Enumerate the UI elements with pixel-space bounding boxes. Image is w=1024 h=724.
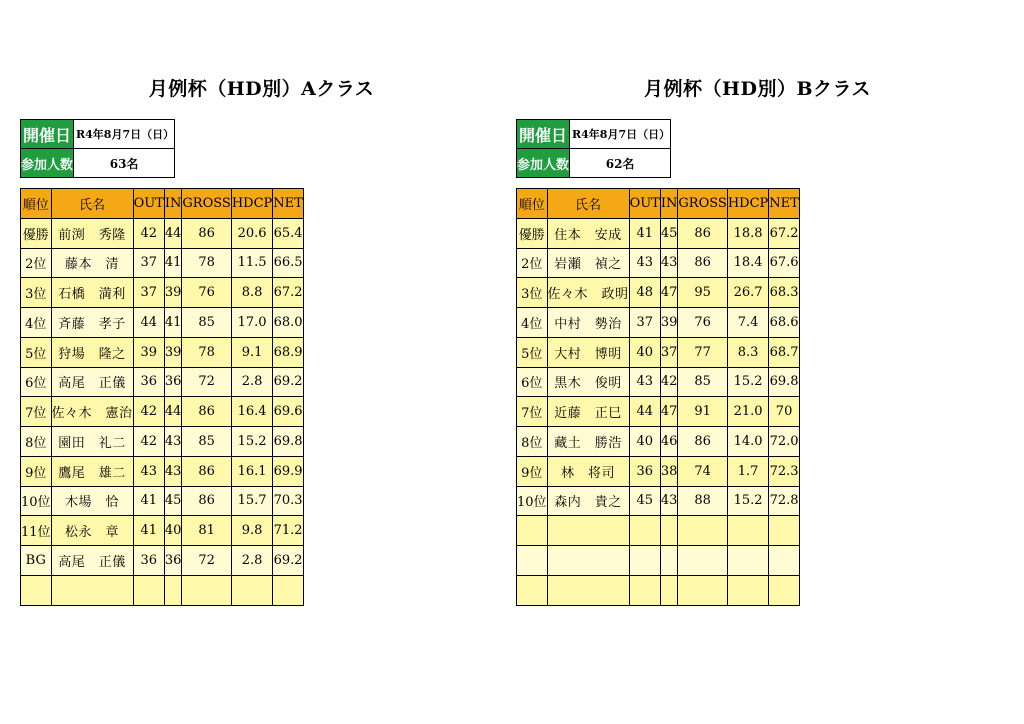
- table-row: [517, 278, 800, 308]
- in-cell: 41: [164, 248, 182, 278]
- out-cell: [133, 575, 164, 605]
- date-value: R4年8月7日（日）: [74, 120, 175, 149]
- rank-cell: 11位: [21, 516, 52, 546]
- gross-cell: 86: [678, 218, 727, 248]
- table-row: [21, 516, 304, 546]
- out-cell: 45: [629, 486, 660, 516]
- in-header: IN: [660, 189, 678, 219]
- rank-cell: 3位: [21, 278, 52, 308]
- rank-cell: 6位: [517, 367, 548, 397]
- out-cell: 41: [133, 486, 164, 516]
- out-cell: 36: [133, 546, 164, 576]
- hdcp-cell: 16.1: [231, 456, 272, 486]
- hdcp-cell: 8.8: [231, 278, 272, 308]
- class-b-results-table: [516, 188, 800, 606]
- rank-cell: 10位: [21, 486, 52, 516]
- class-a-title: 月例杯（HD別）Aクラス: [148, 78, 375, 100]
- name-cell: 前渕 秀隆: [51, 218, 133, 248]
- net-cell: 68.9: [273, 337, 304, 367]
- gross-cell: 78: [182, 337, 231, 367]
- out-cell: 40: [629, 337, 660, 367]
- name-cell: [547, 546, 629, 576]
- gross-cell: 85: [678, 367, 727, 397]
- in-cell: 43: [164, 456, 182, 486]
- net-cell: 69.2: [273, 367, 304, 397]
- net-cell: 68.0: [273, 308, 304, 338]
- table-row: [517, 308, 800, 338]
- table-row: [21, 308, 304, 338]
- table-row: [21, 397, 304, 427]
- net-cell: [769, 516, 800, 546]
- net-cell: 72.3: [769, 456, 800, 486]
- in-cell: 44: [164, 397, 182, 427]
- net-cell: 69.6: [273, 397, 304, 427]
- in-cell: 46: [660, 427, 678, 457]
- in-cell: 41: [164, 308, 182, 338]
- net-cell: 68.7: [769, 337, 800, 367]
- gross-cell: 85: [182, 427, 231, 457]
- in-cell: 39: [164, 278, 182, 308]
- in-cell: 36: [164, 367, 182, 397]
- rank-cell: [517, 516, 548, 546]
- out-cell: 37: [133, 248, 164, 278]
- name-cell: 高尾 正儀: [51, 367, 133, 397]
- out-cell: [629, 575, 660, 605]
- out-cell: 42: [133, 427, 164, 457]
- gross-cell: 78: [182, 248, 231, 278]
- net-cell: [769, 546, 800, 576]
- class-b-title: 月例杯（HD別）Bクラス: [644, 78, 871, 100]
- out-cell: 41: [629, 218, 660, 248]
- header-row: [517, 189, 800, 219]
- gross-cell: [678, 516, 727, 546]
- out-cell: 41: [133, 516, 164, 546]
- in-cell: 43: [660, 486, 678, 516]
- rank-cell: 5位: [517, 337, 548, 367]
- gross-cell: 77: [678, 337, 727, 367]
- net-cell: 69.8: [769, 367, 800, 397]
- out-cell: 40: [629, 427, 660, 457]
- table-row: [517, 337, 800, 367]
- rank-cell: 優勝: [517, 218, 548, 248]
- in-cell: [164, 575, 182, 605]
- out-cell: 39: [133, 337, 164, 367]
- header-row: [21, 189, 304, 219]
- net-cell: 70.3: [273, 486, 304, 516]
- hdcp-cell: 17.0: [231, 308, 272, 338]
- gross-cell: 86: [182, 486, 231, 516]
- hdcp-cell: 26.7: [727, 278, 768, 308]
- in-cell: 39: [660, 308, 678, 338]
- in-cell: 45: [660, 218, 678, 248]
- table-row: [517, 546, 800, 576]
- name-cell: 佐々木 政明: [547, 278, 629, 308]
- in-cell: 45: [164, 486, 182, 516]
- gross-cell: 86: [182, 397, 231, 427]
- gross-cell: 72: [182, 367, 231, 397]
- rank-cell: 8位: [21, 427, 52, 457]
- rank-header: 順位: [21, 189, 52, 219]
- name-cell: [547, 575, 629, 605]
- rank-header: 順位: [517, 189, 548, 219]
- net-header: NET: [273, 189, 304, 219]
- participant-count-value: 62名: [570, 149, 671, 178]
- table-row: [517, 516, 800, 546]
- gross-cell: 86: [182, 218, 231, 248]
- net-header: NET: [769, 189, 800, 219]
- gross-cell: 76: [182, 278, 231, 308]
- rank-cell: 6位: [21, 367, 52, 397]
- in-cell: 42: [660, 367, 678, 397]
- hdcp-cell: 7.4: [727, 308, 768, 338]
- net-cell: 68.6: [769, 308, 800, 338]
- rank-cell: 7位: [21, 397, 52, 427]
- out-cell: 44: [629, 397, 660, 427]
- in-cell: [660, 546, 678, 576]
- in-cell: [660, 575, 678, 605]
- hdcp-cell: [727, 546, 768, 576]
- in-cell: 40: [164, 516, 182, 546]
- gross-cell: [678, 546, 727, 576]
- table-row: [517, 486, 800, 516]
- name-cell: 斉藤 孝子: [51, 308, 133, 338]
- net-cell: [769, 575, 800, 605]
- net-cell: 67.6: [769, 248, 800, 278]
- name-header: 氏名: [51, 189, 133, 219]
- table-row: [517, 456, 800, 486]
- net-cell: 65.4: [273, 218, 304, 248]
- rank-cell: 9位: [517, 456, 548, 486]
- name-cell: 中村 勢治: [547, 308, 629, 338]
- hdcp-cell: 11.5: [231, 248, 272, 278]
- name-cell: 石橋 満利: [51, 278, 133, 308]
- gross-header: GROSS: [678, 189, 727, 219]
- name-cell: 木場 恰: [51, 486, 133, 516]
- table-row: [517, 427, 800, 457]
- hdcp-cell: 21.0: [727, 397, 768, 427]
- class-b-info-table: [516, 119, 671, 178]
- gross-cell: [182, 575, 231, 605]
- hdcp-cell: [727, 575, 768, 605]
- out-cell: 44: [133, 308, 164, 338]
- hdcp-cell: 15.2: [231, 427, 272, 457]
- gross-header: GROSS: [182, 189, 231, 219]
- name-cell: 住本 安成: [547, 218, 629, 248]
- name-cell: 大村 博明: [547, 337, 629, 367]
- hdcp-cell: 18.8: [727, 218, 768, 248]
- table-row: [21, 337, 304, 367]
- rank-cell: 4位: [21, 308, 52, 338]
- out-cell: 36: [133, 367, 164, 397]
- date-label: 開催日: [21, 120, 74, 149]
- table-row: [517, 367, 800, 397]
- name-cell: 鷹尾 雄二: [51, 456, 133, 486]
- name-header: 氏名: [547, 189, 629, 219]
- in-cell: 44: [164, 218, 182, 248]
- table-row: [21, 367, 304, 397]
- name-cell: 近藤 正巳: [547, 397, 629, 427]
- table-row: [21, 575, 304, 605]
- gross-cell: 95: [678, 278, 727, 308]
- hdcp-cell: 2.8: [231, 367, 272, 397]
- net-cell: 69.8: [273, 427, 304, 457]
- hdcp-cell: 9.8: [231, 516, 272, 546]
- in-cell: 39: [164, 337, 182, 367]
- table-row: [517, 248, 800, 278]
- participant-count-label: 参加人数: [21, 149, 74, 178]
- gross-cell: 91: [678, 397, 727, 427]
- net-cell: 69.2: [273, 546, 304, 576]
- table-row: [21, 278, 304, 308]
- gross-cell: [678, 575, 727, 605]
- in-cell: 43: [660, 248, 678, 278]
- out-header: OUT: [629, 189, 660, 219]
- rank-cell: 2位: [21, 248, 52, 278]
- rank-cell: BG: [21, 546, 52, 576]
- name-cell: 高尾 正儀: [51, 546, 133, 576]
- out-cell: 42: [133, 397, 164, 427]
- date-value: R4年8月7日（日）: [570, 120, 671, 149]
- gross-cell: 86: [182, 456, 231, 486]
- name-cell: 藏土 勝浩: [547, 427, 629, 457]
- participant-count-value: 63名: [74, 149, 175, 178]
- rank-cell: 10位: [517, 486, 548, 516]
- table-row: [517, 218, 800, 248]
- out-cell: 42: [133, 218, 164, 248]
- gross-cell: 86: [678, 427, 727, 457]
- out-cell: 43: [629, 367, 660, 397]
- name-cell: 藤本 清: [51, 248, 133, 278]
- hdcp-cell: 9.1: [231, 337, 272, 367]
- hdcp-cell: 1.7: [727, 456, 768, 486]
- rank-cell: [517, 575, 548, 605]
- table-row: [21, 218, 304, 248]
- gross-cell: 81: [182, 516, 231, 546]
- in-cell: 38: [660, 456, 678, 486]
- in-cell: 47: [660, 278, 678, 308]
- in-cell: 36: [164, 546, 182, 576]
- hdcp-cell: 16.4: [231, 397, 272, 427]
- net-cell: 67.2: [273, 278, 304, 308]
- table-row: [21, 248, 304, 278]
- rank-cell: 優勝: [21, 218, 52, 248]
- hdcp-cell: 15.7: [231, 486, 272, 516]
- out-cell: 37: [133, 278, 164, 308]
- hdcp-cell: [727, 516, 768, 546]
- name-cell: 松永 章: [51, 516, 133, 546]
- hdcp-cell: 8.3: [727, 337, 768, 367]
- name-cell: 森内 貴之: [547, 486, 629, 516]
- in-cell: 43: [164, 427, 182, 457]
- hdcp-cell: [231, 575, 272, 605]
- out-cell: 43: [133, 456, 164, 486]
- net-cell: 67.2: [769, 218, 800, 248]
- out-cell: 36: [629, 456, 660, 486]
- rank-cell: [21, 575, 52, 605]
- in-cell: 37: [660, 337, 678, 367]
- rank-cell: 2位: [517, 248, 548, 278]
- net-cell: 72.8: [769, 486, 800, 516]
- hdcp-cell: 14.0: [727, 427, 768, 457]
- table-row: [21, 486, 304, 516]
- date-label: 開催日: [517, 120, 570, 149]
- hdcp-cell: 18.4: [727, 248, 768, 278]
- table-row: [517, 397, 800, 427]
- hdcp-cell: 20.6: [231, 218, 272, 248]
- table-row: [517, 575, 800, 605]
- net-cell: 69.9: [273, 456, 304, 486]
- out-cell: 37: [629, 308, 660, 338]
- name-cell: 岩瀬 禎之: [547, 248, 629, 278]
- name-cell: 佐々木 憲治: [51, 397, 133, 427]
- net-cell: 72.0: [769, 427, 800, 457]
- participant-count-label: 参加人数: [517, 149, 570, 178]
- rank-cell: 5位: [21, 337, 52, 367]
- rank-cell: 3位: [517, 278, 548, 308]
- rank-cell: [517, 546, 548, 576]
- net-cell: 66.5: [273, 248, 304, 278]
- name-cell: 黒木 俊明: [547, 367, 629, 397]
- class-a-info-table: [20, 119, 175, 178]
- name-cell: [51, 575, 133, 605]
- net-cell: [273, 575, 304, 605]
- hdcp-cell: 15.2: [727, 486, 768, 516]
- out-cell: [629, 516, 660, 546]
- rank-cell: 8位: [517, 427, 548, 457]
- gross-cell: 72: [182, 546, 231, 576]
- hdcp-cell: 2.8: [231, 546, 272, 576]
- gross-cell: 74: [678, 456, 727, 486]
- out-cell: [629, 546, 660, 576]
- name-cell: 園田 礼二: [51, 427, 133, 457]
- hdcp-header: HDCP: [231, 189, 272, 219]
- name-cell: 狩場 隆之: [51, 337, 133, 367]
- gross-cell: 86: [678, 248, 727, 278]
- name-cell: 林 将司: [547, 456, 629, 486]
- out-header: OUT: [133, 189, 164, 219]
- hdcp-header: HDCP: [727, 189, 768, 219]
- in-cell: 47: [660, 397, 678, 427]
- table-row: [21, 427, 304, 457]
- gross-cell: 85: [182, 308, 231, 338]
- in-cell: [660, 516, 678, 546]
- name-cell: [547, 516, 629, 546]
- gross-cell: 76: [678, 308, 727, 338]
- rank-cell: 9位: [21, 456, 52, 486]
- out-cell: 48: [629, 278, 660, 308]
- hdcp-cell: 15.2: [727, 367, 768, 397]
- net-cell: 70: [769, 397, 800, 427]
- net-cell: 71.2: [273, 516, 304, 546]
- in-header: IN: [164, 189, 182, 219]
- out-cell: 43: [629, 248, 660, 278]
- gross-cell: 88: [678, 486, 727, 516]
- table-row: [21, 546, 304, 576]
- net-cell: 68.3: [769, 278, 800, 308]
- table-row: [21, 456, 304, 486]
- class-a-results-table: [20, 188, 304, 606]
- rank-cell: 4位: [517, 308, 548, 338]
- rank-cell: 7位: [517, 397, 548, 427]
